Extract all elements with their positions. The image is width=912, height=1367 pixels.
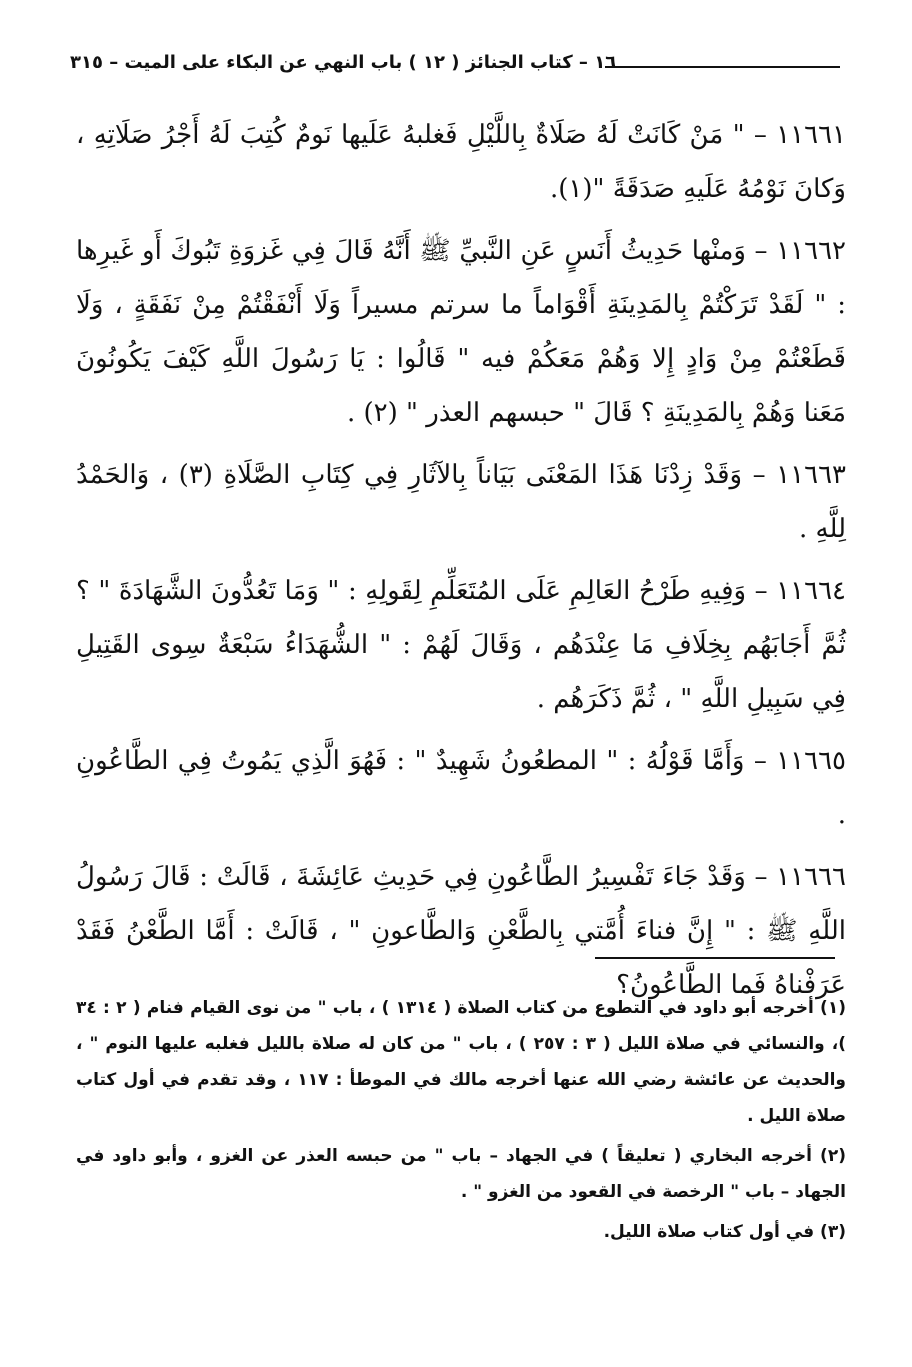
footnote-3: (٣) في أول كتاب صلاة الليل. bbox=[603, 1222, 846, 1242]
paragraph-11664: ١١٦٦٤ – وَفِيهِ طَرْحُ العَالِمِ عَلَى المُتَعَلِّمِ لِقَولِهِ : " وَمَا تَعُدُّونَ الشَّهَادَةَ " ؟ ثُمَّ أَجَابَهُم بِخِلَافِ مَا عِنْدَهُم ، وَقَالَ لَهُمْ : " الشُّهَدَاءُ سَبْعَةٌ سِوى القَتِيلِ فِي سَبِيلِ اللَّهِ " ، ثُمَّ ذَكَرَهُم . bbox=[76, 576, 846, 714]
paragraph-11665: ١١٦٦٥ – وَأَمَّا قَوْلُهُ : " المطعُونُ شَهِيدٌ " : فَهُوَ الَّذِي يَمُوتُ فِي الطَّاعُونِ . bbox=[76, 746, 846, 830]
main-text bbox=[76, 108, 846, 1020]
paragraph-11663: ١١٦٦٣ – وَقَدْ زِدْنَا هَذَا المَعْنَى بَيَاناً بِالآثَارِ فِي كِتَابِ الصَّلَاةِ (٣) ، وَالحَمْدُ لِلَّهِ . bbox=[76, 460, 846, 544]
header-rule bbox=[605, 66, 840, 68]
footnote-2: (٢) أخرجه البخاري ( تعليقاً ) في الجهاد – باب " من حبسه العذر عن الغزو ، وأبو داود في الجهاد – باب " الرخصة في القعود من الغزو " . bbox=[76, 1146, 846, 1202]
paragraph-11661: ١١٦٦١ – " مَنْ كَانَتْ لَهُ صَلَاةٌ بِاللَّيْلِ فَغلبهُ عَلَيها نَومٌ كُتِبَ لَهُ أَجْرُ صَلَاتِهِ ، وَكانَ نَوْمُهُ عَلَيهِ صَدَقَةً "(١). bbox=[76, 120, 846, 204]
footnotes bbox=[76, 990, 846, 1254]
header-title: ١٦ – كتاب الجنائز ( ١٢ ) باب النهي عن البكاء على الميت – ٣١٥ bbox=[70, 52, 617, 73]
running-header bbox=[70, 52, 840, 84]
paragraph-11666: ١١٦٦٦ – وَقَدْ جَاءَ تَفْسِيرُ الطَّاعُونِ فِي حَدِيثِ عَائِشَةَ ، قَالَتْ : قَالَ رَسُولُ اللَّهِ ﷺ : " إِنَّ فناءَ أُمَّتي بِالطَّعْنِ وَالطَّاعونِ " ، قَالَتْ : أَمَّا الطَّعْنُ فَقَدْ عَرَفْناهُ فَما الطَّاعُونُ؟ bbox=[76, 862, 846, 1000]
paragraph-11662: ١١٦٦٢ – وَمنْها حَدِيثُ أَنَسٍ عَنِ النَّبيِّ ﷺ أَنَّهُ قَالَ فِي غَزوَةِ تَبُوكَ أَو غَيرِها : " لَقَدْ تَرَكْتُمْ بِالمَدِينَةِ أَقْوَاماً ما سرتم مسيراً وَلَا أَنْفَقْتُمْ مِنْ نَفَقَةٍ ، وَلَا قَطَعْتُمْ مِنْ وَادٍ إِلا وَهُمْ مَعَكُمْ فيه " قَالُوا : يَا رَسُولَ اللَّهِ كَيْفَ يَكُونُونَ مَعَنا وَهُمْ بِالمَدِينَةِ ؟ قَالَ " حبسهم العذر " (٢) . bbox=[76, 236, 846, 428]
footnote-1: (١) أخرجه أبو داود في التطوع من كتاب الصلاة ( ١٣١٤ ) ، باب " من نوى القيام فنام ( ٢ : ٣٤ )، والنسائي في صلاة الليل ( ٣ : ٢٥٧ ) ، باب " من كان له صلاة بالليل فغلبه عليها النوم " ، والحديث عن عائشة رضي الله عنها أخرجه مالك في الموطأ : ١١٧ ، وقد تقدم في أول كتاب صلاة الليل . bbox=[76, 998, 847, 1126]
footnote-separator bbox=[595, 957, 835, 959]
